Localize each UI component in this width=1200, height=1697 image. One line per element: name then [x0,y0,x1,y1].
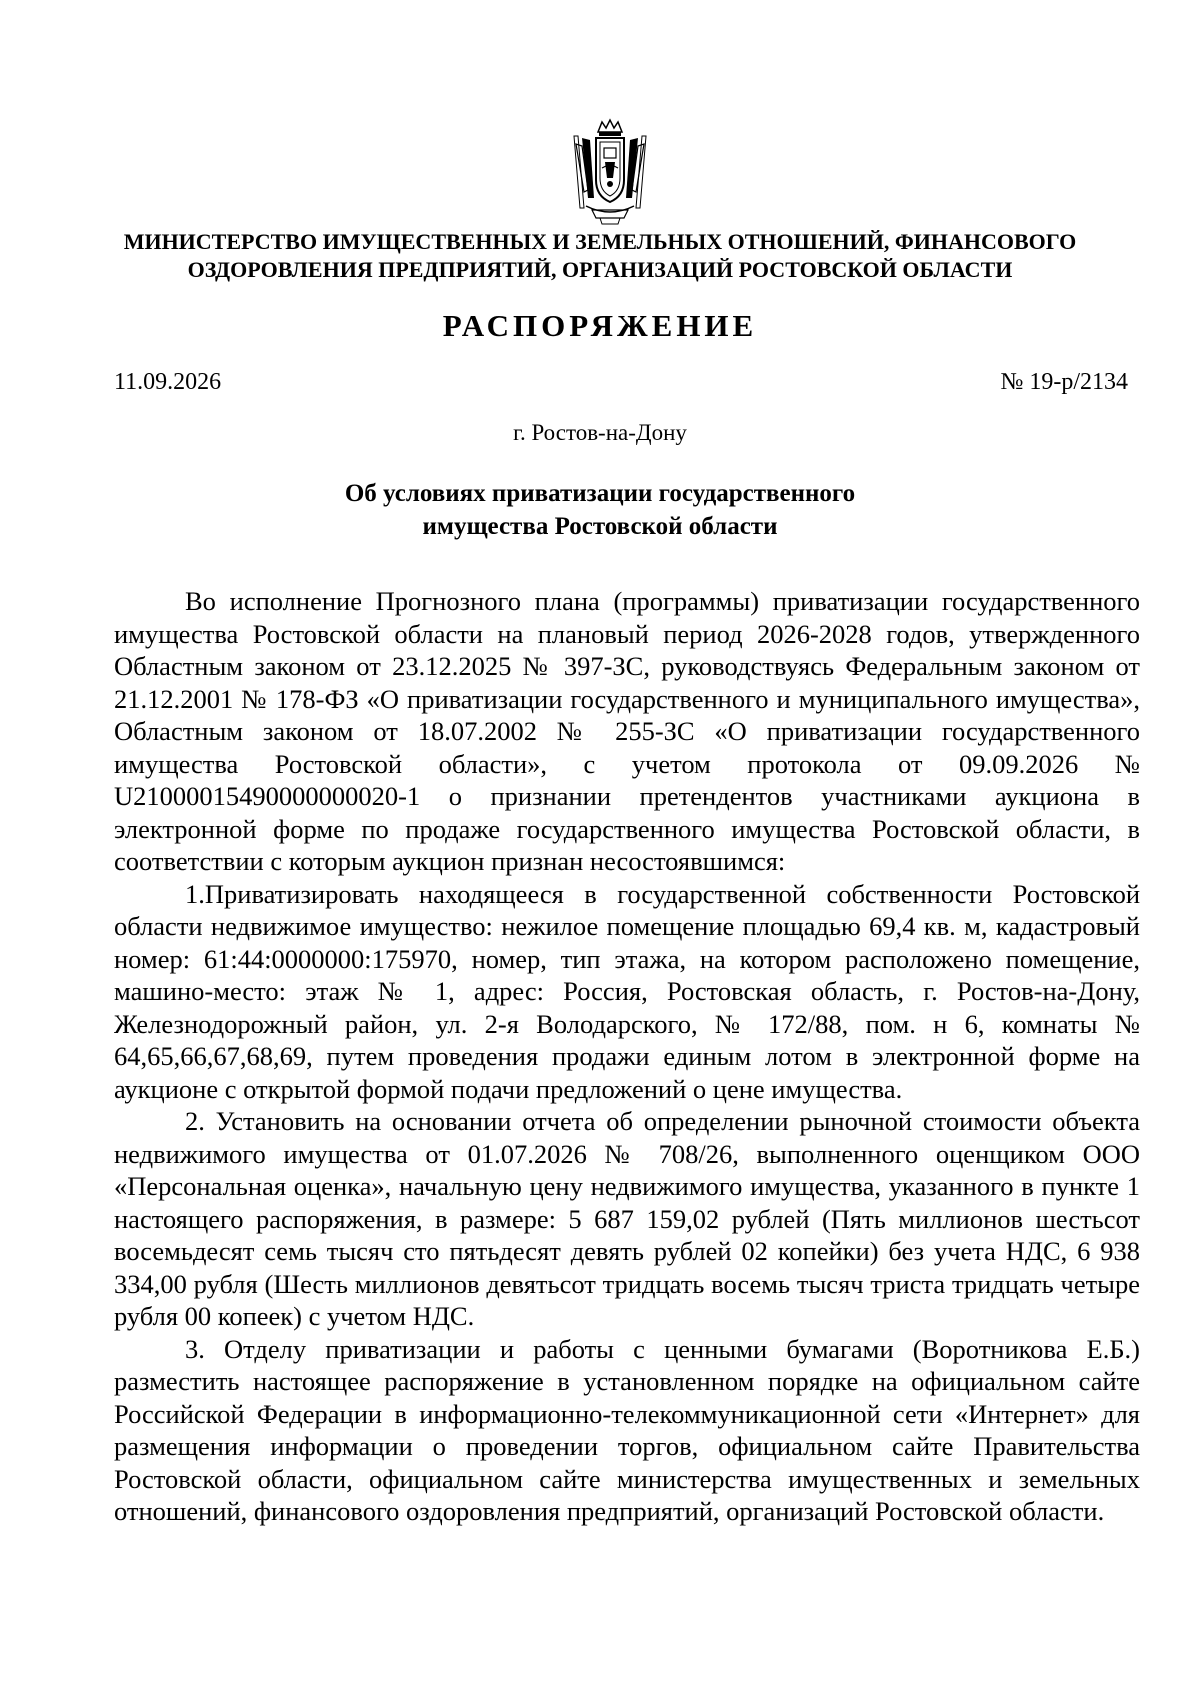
document-number: № 19-р/2134 [1000,369,1128,395]
document-title-line-2: имущества Ростовской области [422,513,778,540]
body-paragraph-3: 3. Отделу приватизации и работы с ценными бумагами (Воротникова Е.Б.) разместить настоящее распоряжение в установленном порядке на официальном сайте Российской Федерации в информационно-телекоммуникационной сети «Интернет» для размещения информации о проведении торгов, официальном сайте Правительства Ростовской области, официальном сайте министерства имущественных и земельных отношений, финансового оздоровления предприятий, организаций Ростовской области. [114,1333,1140,1526]
body-paragraph-preamble: Во исполнение Прогнозного плана (программы) приватизации государственного имущества Ростовской области на плановый период 2026-2028 годов, утвержденного Областным законом от 23.12.2025 № 397-ЗС, руководствуясь Федеральным законом от 21.12.2001 № 178-ФЗ «О приватизации государственного и муниципального имущества», Областным законом от 18.07.2002 № 255-ЗС «О приватизации государственного имущества Ростовской области», с учетом протокола от 09.09.2026 № U21000015490000000020-1 о признании претендентов участниками аукциона в электронной форме по продаже государственного имущества Ростовской области, в соответствии с которым аукцион признан несостоявшимся: [114,586,1140,876]
coat-of-arms-icon [572,118,648,226]
body-paragraph-1: 1.Приватизировать находящееся в государственной собственности Ростовской области недвижимое имущество: нежилое помещение площадью 69,4 кв. м, кадастровый номер: 61:44:0000000:175970, номер, тип этажа, на котором расположено помещение, машино-место: этаж № 1, адрес: Россия, Ростовская область, г. Ростов-на-Дону, Железнодорожный район, ул. 2-я Володарского, № 172/88, пом. н 6, комнаты № 64,65,66,67,68,69, путем проведения продажи единым лотом в электронной форме на аукционе с открытой формой подачи предложений о цене имущества. [114,878,1140,1104]
ministry-name [100,228,1100,284]
document-title [200,477,1000,543]
document-title-line-1: Об условиях приватизации государственного [344,480,856,507]
ministry-name-line-2: ОЗДОРОВЛЕНИЯ ПРЕДПРИЯТИЙ, ОРГАНИЗАЦИЙ РОСТОВСКОЙ ОБЛАСТИ [187,257,1013,282]
document-city: г. Ростов-на-Дону [513,420,687,445]
document-date: 11.09.2026 [114,369,222,395]
ministry-name-line-1: МИНИСТЕРСТВО ИМУЩЕСТВЕННЫХ И ЗЕМЕЛЬНЫХ ОТНОШЕНИЙ, ФИНАНСОВОГО [123,229,1077,254]
document-type: РАСПОРЯЖЕНИЕ [442,308,758,343]
body-paragraph-2: 2. Установить на основании отчета об определении рыночной стоимости объекта недвижимого имущества от 01.07.2026 № 708/26, выполненного оценщиком ООО «Персональная оценка», начальную цену недвижимого имущества, указанного в пункте 1 настоящего распоряжения, в размере: 5 687 159,02 рублей (Пять миллионов шестьсот восемьдесят семь тысяч сто пятьдесят девять рублей 02 копейки) без учета НДС, 6 938 334,00 рубля (Шесть миллионов девятьсот тридцать восемь тысяч триста тридцать четыре рубля 00 копеек) с учетом НДС. [114,1106,1140,1331]
document-body [114,585,1140,1528]
